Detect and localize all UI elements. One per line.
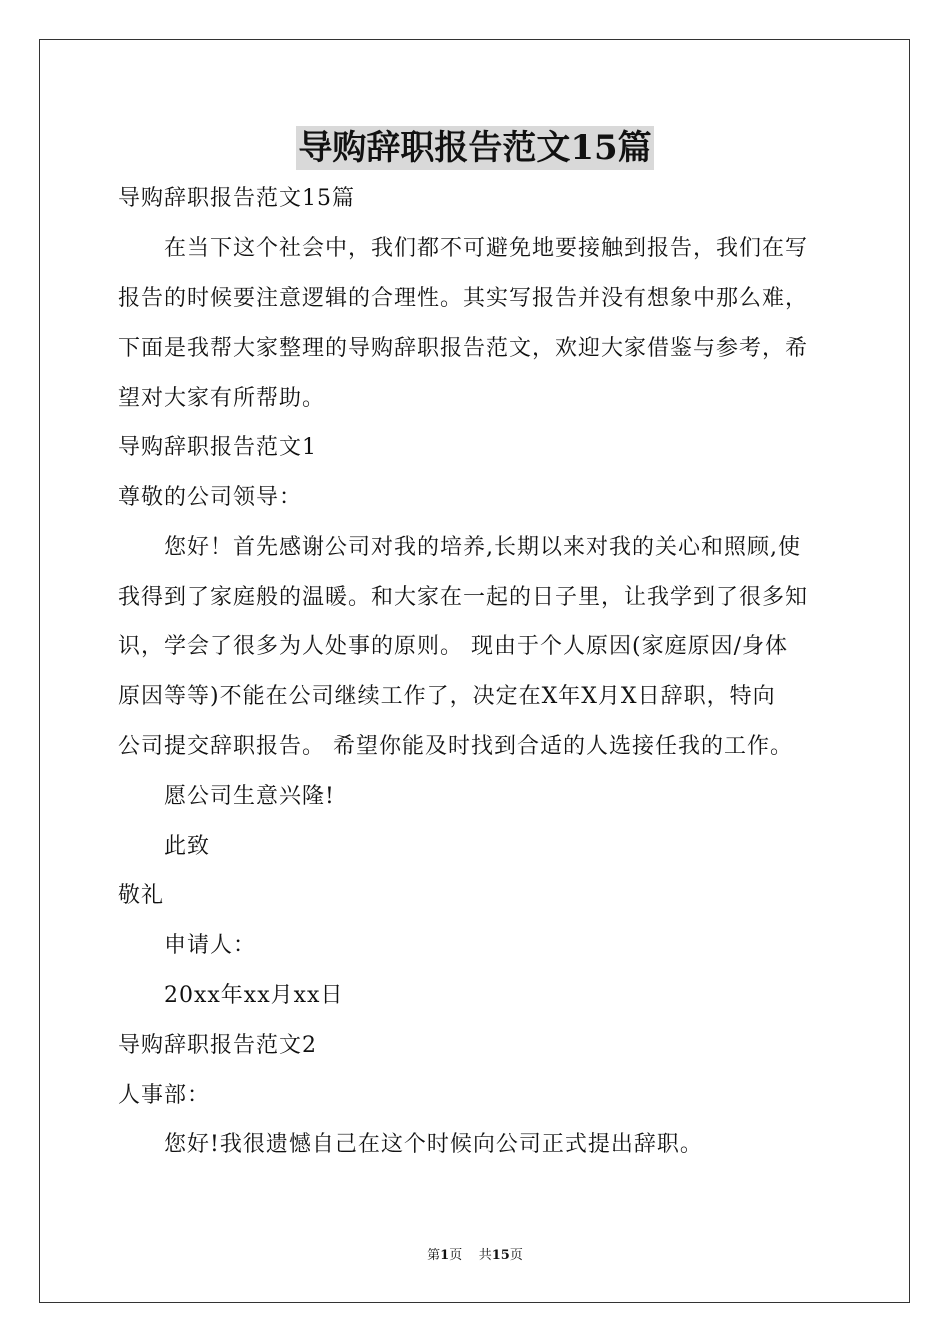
- intro-paragraph-line: 下面是我帮大家整理的导购辞职报告范文，欢迎大家借鉴与参考，希: [118, 336, 809, 361]
- salutation: 尊敬的公司领导：: [118, 485, 303, 510]
- intro-paragraph-line: 望对大家有所帮助。: [118, 386, 326, 411]
- applicant-label: 申请人：: [164, 933, 257, 958]
- title-container: [0, 126, 950, 170]
- body-paragraph-line: 原因等等)不能在公司继续工作了，决定在X年X月X日辞职，特向: [118, 684, 776, 709]
- total-label-suffix: 页: [509, 1248, 523, 1263]
- page-number: 1: [440, 1248, 450, 1263]
- page-border: [39, 39, 910, 1303]
- page-label-prefix: 第: [427, 1248, 441, 1263]
- date-line: 20xx年xx月xx日: [164, 983, 344, 1008]
- subtitle-line: 导购辞职报告范文15篇: [118, 186, 355, 211]
- section-heading: 导购辞职报告范文1: [118, 435, 317, 460]
- body-paragraph-line: 识，学会了很多为人处事的原则。 现由于个人原因(家庭原因/身体: [118, 634, 788, 659]
- intro-paragraph-line: 报告的时候要注意逻辑的合理性。其实写报告并没有想象中那么难，: [118, 286, 809, 311]
- page-footer: [0, 1247, 950, 1265]
- body-paragraph-line: 您好！首先感谢公司对我的培养,长期以来对我的关心和照顾,使: [164, 535, 801, 560]
- closing-salute: 敬礼: [118, 883, 165, 908]
- body-paragraph-line: 您好!我很遗憾自己在这个时候向公司正式提出辞职。: [164, 1132, 703, 1157]
- body-paragraph-line: 我得到了家庭般的温暖。和大家在一起的日子里，让我学到了很多知: [118, 585, 809, 610]
- salutation: 人事部：: [118, 1083, 211, 1108]
- section-heading: 导购辞职报告范文2: [118, 1033, 317, 1058]
- closing-wish: 愿公司生意兴隆!: [164, 784, 335, 809]
- total-pages: 15: [491, 1248, 510, 1263]
- body-paragraph-line: 公司提交辞职报告。 希望你能及时找到合适的人选接任我的工作。: [118, 734, 793, 759]
- total-label-prefix: 共: [478, 1248, 492, 1263]
- document-title: 导购辞职报告范文15篇: [298, 128, 652, 168]
- page-label-suffix: 页: [449, 1248, 463, 1263]
- closing-phrase: 此致: [164, 834, 211, 859]
- intro-paragraph-line: 在当下这个社会中，我们都不可避免地要接触到报告，我们在写: [164, 236, 809, 261]
